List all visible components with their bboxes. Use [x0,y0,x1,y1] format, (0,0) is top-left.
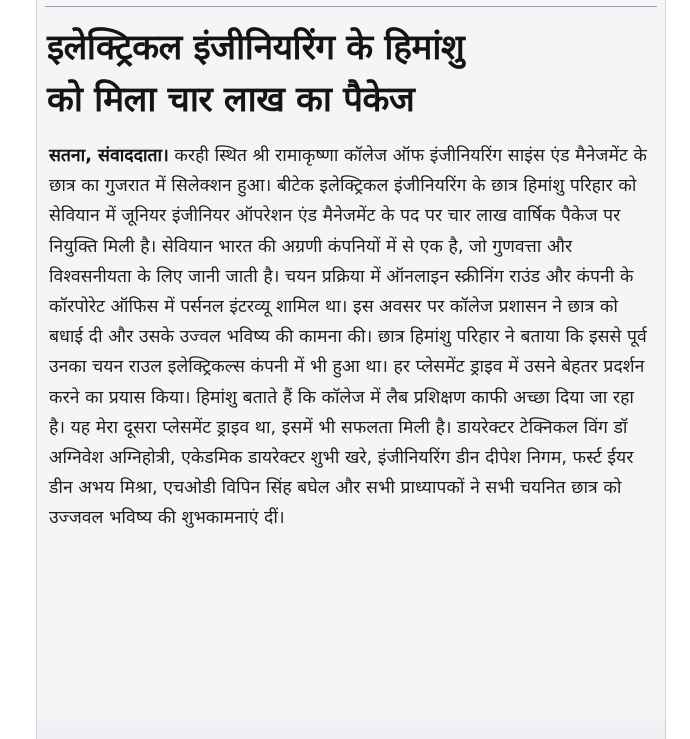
body-text: करही स्थित श्री रामाकृष्णा कॉलेज ऑफ इंजीनियरिंग साइंस एंड मैनेजमेंट के छात्र का गुजरात में सिलेक्शन हुआ। बीटेक इलेक्ट्रिकल इंजीनियरिंग के छात्र हिमांशु परिहार को सेवियान में जूनियर इंजीनियर ऑपरेशन एंड मैनेजमेंट के पद पर चार लाख वार्षिक पैकेज पर नियुक्ति मिली है। सेवियान भारत की अग्रणी कंपनियों में से एक है, जो गुणवत्ता और विश्वसनीयता के लिए जानी जाती है। चयन प्रक्रिया में ऑनलाइन स्क्रीनिंग राउंड और कंपनी के कॉरपोरेट ऑफिस में पर्सनल इंटरव्यू शामिल था। इस अवसर पर कॉलेज प्रशासन ने छात्र को बधाई दी और उसके उज्वल भविष्य की कामना की। छात्र हिमांशु परिहार ने बताया कि इससे पूर्व उनका चयन राउल इलेक्ट्रिकल्स कंपनी में भी हुआ था। हर प्लेसमेंट ड्राइव में उसने बेहतर प्रदर्शन करने का प्रयास किया। हिमांशु बताते हैं कि कॉलेज में लैब प्रशिक्षण काफी अच्छा दिया जा रहा है। यह मेरा दूसरा प्लेसमेंट ड्राइव था, इसमें भी सफलता मिली है। डायरेक्टर टेक्निकल विंग डॉ अग्निवेश अग्निहोत्री, एकेडमिक डायरेक्टर शुभी खरे, इंजीनियरिंग डीन दीपेश निगम, फर्स्ट ईयर डीन अभय मिश्रा, एचओडी विपिन सिंह बघेल और सभी प्राध्यापकों ने सभी चयनित छात्र को उज्जवल भविष्य की शुभकामनाएं दीं। [49,146,647,529]
dateline: सतना, संवाददाता। [49,146,169,166]
headline-line-1: इलेक्ट्रिकल इंजीनियरिंग के हिमांशु [47,28,465,68]
headline-line-2: को मिला चार लाख का पैकेज [47,80,415,120]
top-divider [45,6,657,7]
newspaper-clipping [36,0,666,739]
article-body [49,141,655,534]
article-headline [47,22,647,126]
bottom-edge [37,721,665,739]
